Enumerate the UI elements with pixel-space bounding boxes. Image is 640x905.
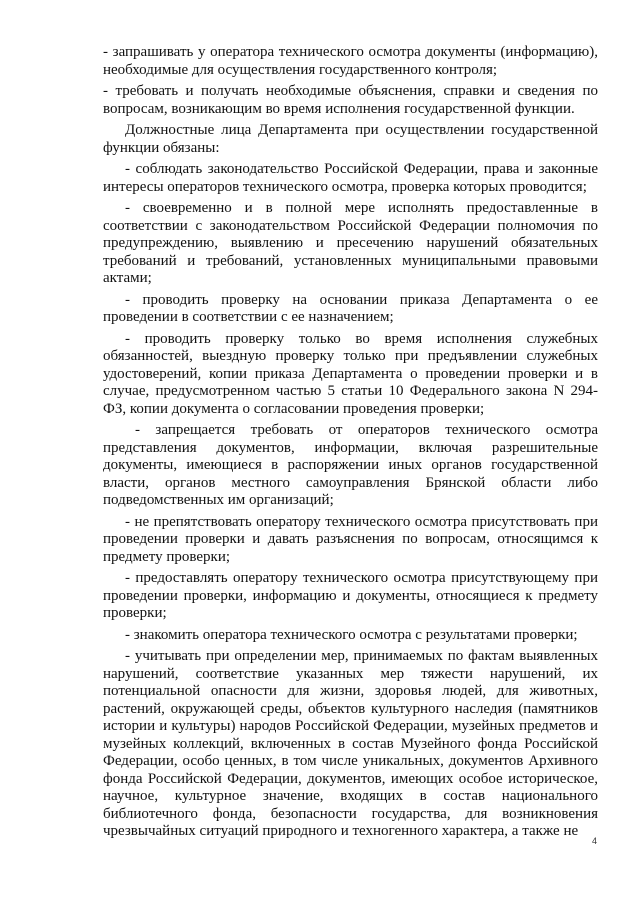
document-page bbox=[103, 44, 598, 845]
paragraph-consider-measures: - учитывать при определении мер, принимаемых по фактам выявленных нарушений, соответствие указанных мер тяжести нарушений, их потенциальной опасности для жизни, здоровья людей, для животных, растений, окружающей среды, объектов культурного наследия (памятников истории и культуры) народов Российской Федерации, музейных предметов и музейных коллекций, включенных в состав Музейного фонда Российской Федерации, особо ценных, в том числе уникальных, документов Архивного фонда Российской Федерации, документов, имеющих особое историческое, научное, культурное значение, входящих в состав национального библиотечного фонда, безопасности государства, для возникновения чрезвычайных ситуаций природного и техногенного характера, а также не bbox=[103, 648, 598, 839]
paragraph-provide-information: - предоставлять оператору технического осмотра присутствующему при проведении проверки, информацию и документы, относящиеся к предмету проверки; bbox=[103, 570, 598, 621]
paragraph-familiarize-results: - знакомить оператора технического осмотра с результатами проверки; bbox=[125, 626, 578, 643]
page-number: 4 bbox=[592, 836, 598, 846]
paragraph-request-documents: - запрашивать у оператора технического осмотра документы (информацию), необходимые для осуществления государственного контроля; bbox=[103, 44, 598, 78]
paragraph-demand-explanations: - требовать и получать необходимые объяснения, справки и сведения по вопросам, возникающим во время исполнения государственной функции. bbox=[103, 83, 598, 117]
paragraph-officials-obliged: Должностные лица Департамента при осуществлении государственной функции обязаны: bbox=[103, 122, 598, 156]
paragraph-observe-legislation: - соблюдать законодательство Российской Федерации, права и законные интересы операторов технического осмотра, проверка которых проводится; bbox=[103, 161, 598, 195]
paragraph-not-obstruct: - не препятствовать оператору технического осмотра присутствовать при проведении проверки и давать разъяснения по вопросам, относящимся к предмету проверки; bbox=[103, 513, 598, 565]
paragraph-prohibited-requests: - запрещается требовать от операторов технического осмотра представления документов, информации, включая разрешительные документы, имеющиеся в распоряжении иных органов государственной власти, органов местного самоуправления Брянской области либо подведомственных им организаций; bbox=[103, 422, 598, 508]
paragraph-conduct-during-duties: - проводить проверку только во время исполнения служебных обязанностей, выездную проверку только при предъявлении служебных удостоверений, копии приказа Департамента о проведении проверки и в случае, предусмотренном частью 5 статьи 10 Федерального закона N 294-ФЗ, копии документа о согласовании проведения проверки; bbox=[103, 330, 598, 417]
paragraph-conduct-on-order: - проводить проверку на основании приказа Департамента о ее проведении в соответствии с ее назначением; bbox=[103, 291, 598, 325]
paragraph-exercise-powers: - своевременно и в полной мере исполнять предоставленные в соответствии с законодательством Российской Федерации полномочия по предупреждению, выявлению и пресечению нарушений обязательных требований и требований, установленных муниципальными правовыми актами; bbox=[103, 200, 598, 286]
